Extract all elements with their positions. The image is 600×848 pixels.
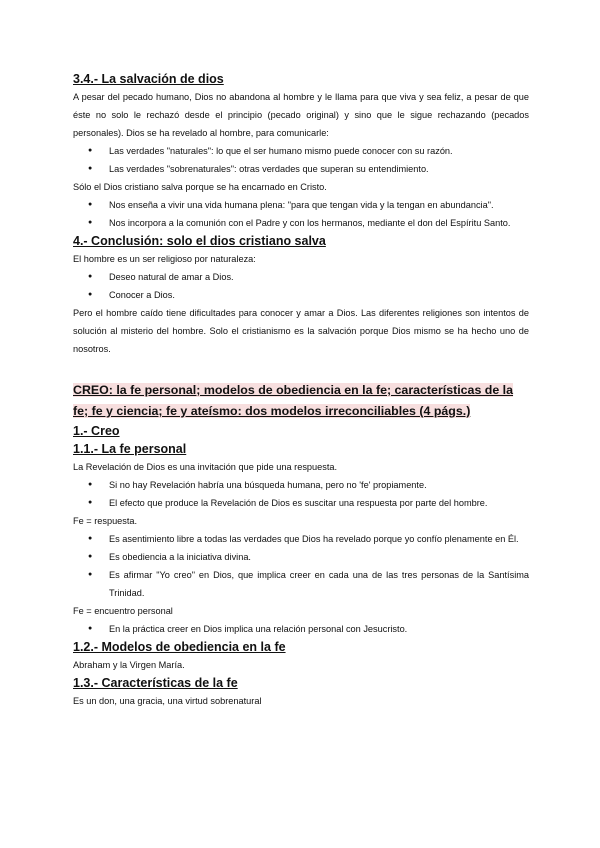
section-heading-1-1: 1.1.- La fe personal	[73, 442, 187, 456]
document-content	[73, 70, 529, 710]
bullet-list	[73, 268, 529, 304]
paragraph: Fe = respuesta.	[73, 516, 138, 526]
section-heading-1-2: 1.2.- Modelos de obediencia en la fe	[73, 640, 286, 654]
chapter-title-text: CREO: la fe personal; modelos de obediencia en la fe; características de la fe; fe y ciencia; fe y ateísmo: dos modelos irreconciliables (4 págs.)	[73, 383, 514, 418]
paragraph: El hombre es un ser religioso por naturaleza:	[73, 254, 256, 264]
paragraph: Es un don, una gracia, una virtud sobrenatural	[73, 696, 262, 706]
paragraph: Sólo el Dios cristiano salva porque se ha encarnado en Cristo.	[73, 182, 327, 192]
bullet-list	[73, 142, 529, 178]
spacer	[73, 358, 529, 380]
list-item: ● Si no hay Revelación habría una búsqueda humana, pero no 'fe' propiamente.	[73, 476, 529, 494]
list-item: ● Las verdades "sobrenaturales": otras verdades que superan su entendimiento.	[73, 160, 529, 178]
paragraph: Abraham y la Virgen María.	[73, 660, 185, 670]
section-heading-3-4: 3.4.- La salvación de dios	[73, 72, 224, 86]
list-item: ● Es obediencia a la iniciativa divina.	[73, 548, 529, 566]
list-item: ● Nos enseña a vivir una vida humana plena: "para que tengan vida y la tengan en abundancia".	[73, 196, 529, 214]
list-item: ● En la práctica creer en Dios implica una relación personal con Jesucristo.	[73, 620, 529, 638]
paragraph: La Revelación de Dios es una invitación que pide una respuesta.	[73, 462, 338, 472]
list-item: ● Conocer a Dios.	[73, 286, 529, 304]
bullet-list	[73, 530, 529, 602]
list-item: ● Las verdades "naturales": lo que el ser humano mismo puede conocer con su razón.	[73, 142, 529, 160]
list-item: ● El efecto que produce la Revelación de Dios es suscitar una respuesta por parte del hombre.	[73, 494, 529, 512]
section-heading-1: 1.- Creo	[73, 424, 120, 438]
section-heading-1-3: 1.3.- Características de la fe	[73, 676, 238, 690]
list-item: ● Nos incorpora a la comunión con el Padre y con los hermanos, mediante el don del Espíritu Santo.	[73, 214, 529, 232]
bullet-list	[73, 476, 529, 512]
bullet-list	[73, 620, 529, 638]
paragraph: Pero el hombre caído tiene dificultades para conocer y amar a Dios. Las diferentes religiones son intentos de solución al misterio del hombre. Solo el cristianismo es la salvación porque Dios mismo se ha hecho uno de nosotros.	[73, 308, 529, 354]
list-item: ● Es afirmar "Yo creo" en Dios, que implica creer en cada una de las tres personas de la Santísima Trinidad.	[73, 566, 529, 602]
chapter-title	[73, 380, 529, 422]
paragraph: A pesar del pecado humano, Dios no abandona al hombre y le llama para que viva y sea feliz, a pesar de que éste no solo le rechazó desde el principio (pecado original) y sino que le sigue rechazando (pecados personales). Dios se ha revelado al hombre, para comunicarle:	[73, 92, 529, 138]
list-item: ● Es asentimiento libre a todas las verdades que Dios ha revelado porque yo confío plenamente en Él.	[73, 530, 529, 548]
bullet-list	[73, 196, 529, 232]
section-heading-4: 4.- Conclusión: solo el dios cristiano salva	[73, 234, 326, 248]
list-item: ● Deseo natural de amar a Dios.	[73, 268, 529, 286]
paragraph: Fe = encuentro personal	[73, 606, 173, 616]
